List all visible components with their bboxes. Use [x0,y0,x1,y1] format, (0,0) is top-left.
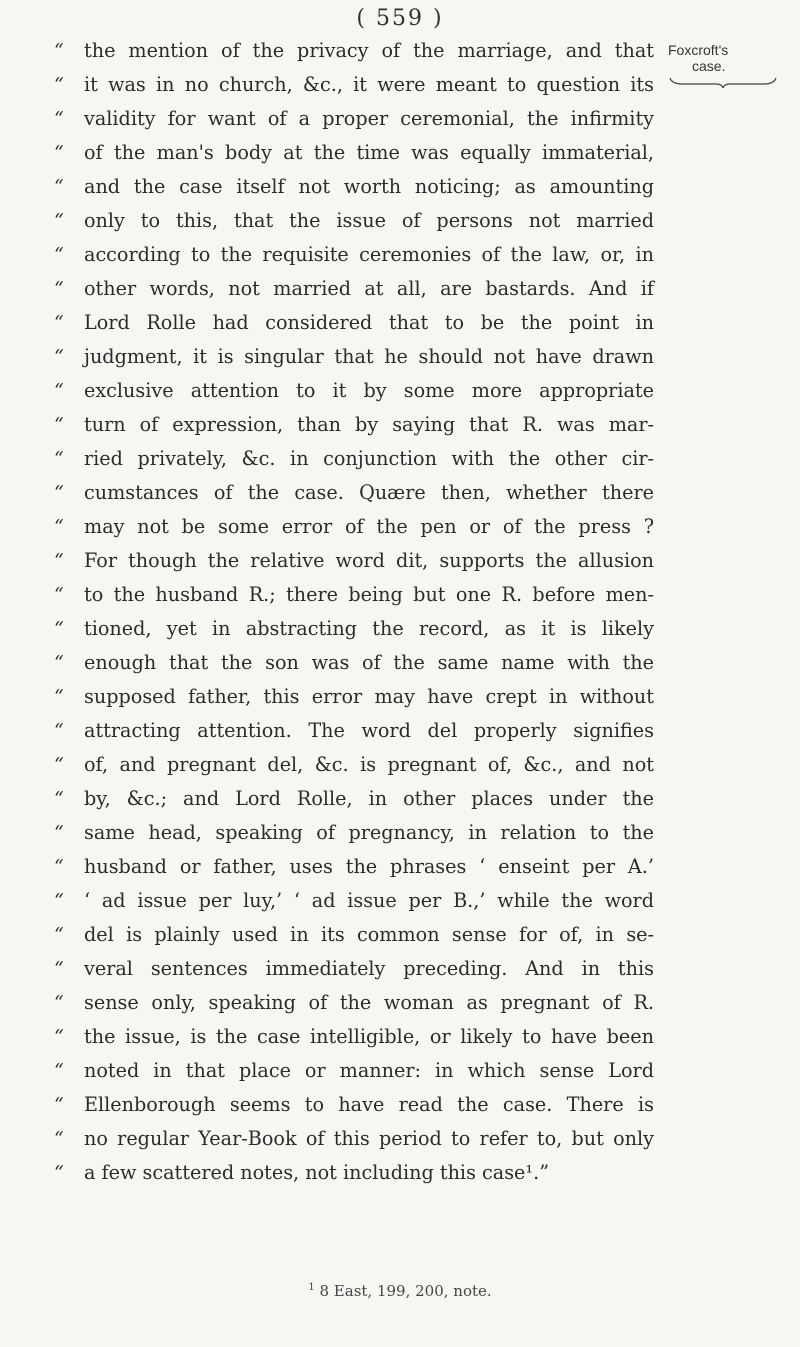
text-line: “ to the husband R.; there being but one R. before men- [54,578,654,612]
text-line: “ del is plainly used in its common sense for of, in se- [54,918,654,952]
body-text [54,34,654,1190]
text-line: “ enough that the son was of the same name with the [54,646,654,680]
margin-note-line-2: case. [692,58,726,74]
text-line: “ tioned, yet in abstracting the record, as it is likely [54,612,654,646]
text-line: “ Lord Rolle had considered that to be the point in [54,306,654,340]
text-line: “ and the case itself not worth noticing; as amounting [54,170,654,204]
text-line: “ may not be some error of the pen or of the press ? [54,510,654,544]
text-line: “ a few scattered notes, not including this case¹.” [54,1156,654,1190]
brace-icon [668,76,778,88]
text-line: “ other words, not married at all, are bastards. And if [54,272,654,306]
text-line: “ turn of expression, than by saying that R. was mar- [54,408,654,442]
text-line: “ cumstances of the case. Quære then, whether there [54,476,654,510]
text-line: “ exclusive attention to it by some more appropriate [54,374,654,408]
margin-note [668,42,788,88]
text-line: “ of, and pregnant del, &c. is pregnant of, &c., and not [54,748,654,782]
text-line: “ by, &c.; and Lord Rolle, in other places under the [54,782,654,816]
page-number: ( 559 ) [356,6,444,31]
text-line: “ according to the requisite ceremonies of the law, or, in [54,238,654,272]
text-line: “ only to this, that the issue of persons not married [54,204,654,238]
text-line: “ ‘ ad issue per luy,’ ‘ ad issue per B.,’ while the word [54,884,654,918]
text-line: “ it was in no church, &c., it were meant to question its [54,68,654,102]
text-line: “ no regular Year-Book of this period to refer to, but only [54,1122,654,1156]
footnote-text: 8 East, 199, 200, note. [319,1282,492,1300]
footnote-marker: 1 [308,1282,315,1293]
text-line: “ validity for want of a proper ceremonial, the infirmity [54,102,654,136]
text-line: “ ried privately, &c. in conjunction with the other cir- [54,442,654,476]
text-line: “ husband or father, uses the phrases ‘ enseint per A.’ [54,850,654,884]
text-line: “ judgment, it is singular that he should not have drawn [54,340,654,374]
text-line: “ For though the relative word dit, supports the allusion [54,544,654,578]
text-line: “ attracting attention. The word del properly signifies [54,714,654,748]
text-line: “ of the man's body at the time was equally immaterial, [54,136,654,170]
text-line: “ the issue, is the case intelligible, or likely to have been [54,1020,654,1054]
text-line: “ veral sentences immediately preceding. And in this [54,952,654,986]
text-line: “ Ellenborough seems to have read the case. There is [54,1088,654,1122]
text-line: “ supposed father, this error may have crept in without [54,680,654,714]
footnote [0,1282,800,1300]
text-line: “ sense only, speaking of the woman as pregnant of R. [54,986,654,1020]
margin-note-line-1: Foxcroft's [668,42,729,58]
text-line: “ noted in that place or manner: in which sense Lord [54,1054,654,1088]
text-line: “ the mention of the privacy of the marriage, and that [54,34,654,68]
text-line: “ same head, speaking of pregnancy, in relation to the [54,816,654,850]
